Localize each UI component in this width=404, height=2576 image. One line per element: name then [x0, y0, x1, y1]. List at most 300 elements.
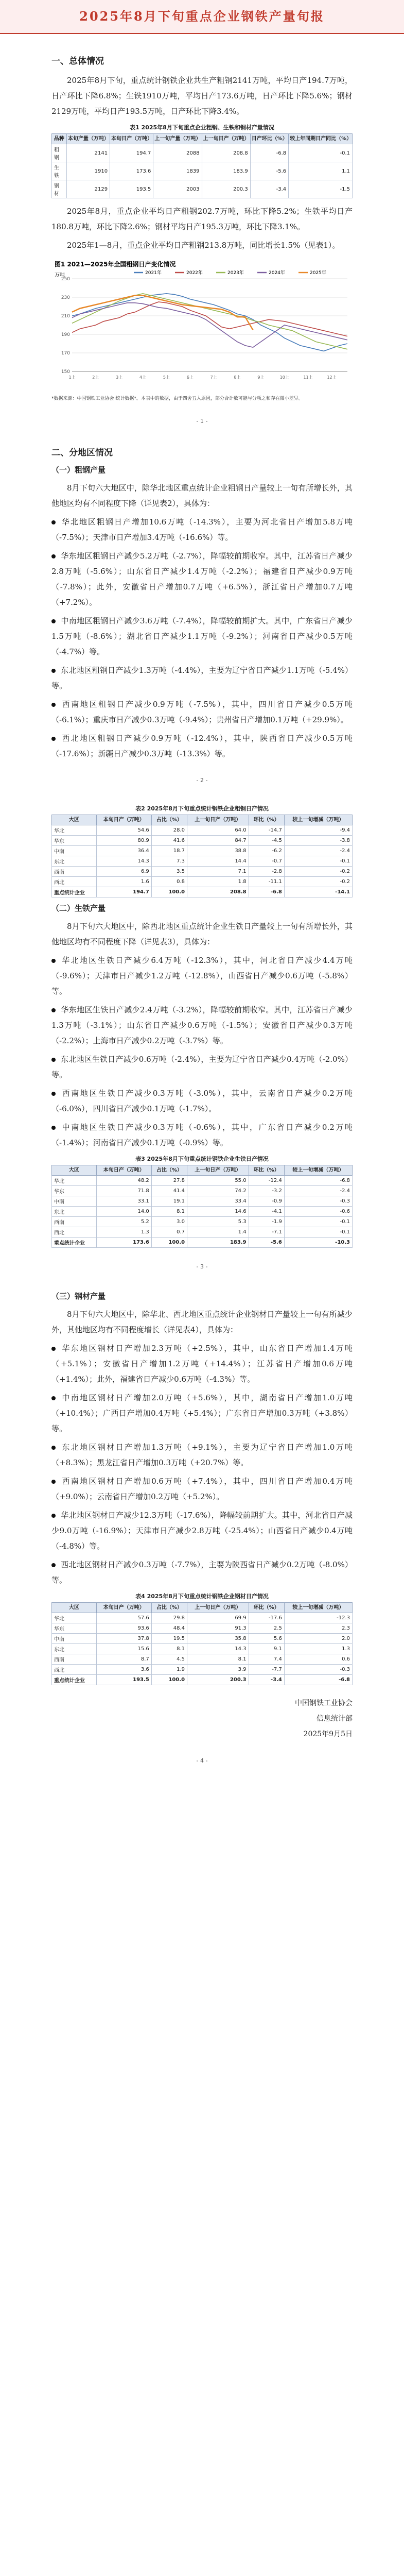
table3-row — [52, 1227, 353, 1238]
table4-cell: 100.0 — [151, 1675, 187, 1685]
table3-cell: 183.9 — [187, 1238, 249, 1248]
table4-cell: 3.9 — [187, 1665, 249, 1675]
table1-row — [52, 144, 353, 162]
table3-header: 较上一旬增减（万吨） — [284, 1165, 352, 1176]
table2-cell: 西北 — [52, 877, 97, 887]
table3-header: 上一旬日产（万吨） — [187, 1165, 249, 1176]
table1-cell: 200.3 — [202, 180, 250, 198]
table3-cell: -7.1 — [249, 1227, 284, 1238]
table3-cell: -0.1 — [284, 1217, 352, 1227]
table3-cell: 33.4 — [187, 1196, 249, 1207]
x-tick-label: 5上 — [163, 375, 170, 380]
table1-cell: 2003 — [153, 180, 202, 198]
table2-cell: 100.0 — [151, 887, 187, 897]
table3-header: 大区 — [52, 1165, 97, 1176]
table3-cell: -0.6 — [284, 1207, 352, 1217]
crude-bullet-text: 中南地区粗钢日产减少3.6万吨（-7.4%），降幅较前期扩大。其中，广东省日产减少1.5万吨（-8.6%）；湖北省日产减少1.1万吨（-9.2%）；河南省日产减少0.5万吨（-4.7%）等。 — [51, 616, 353, 656]
series-line — [72, 294, 347, 349]
table2-cell: -11.1 — [249, 877, 284, 887]
table1-header: 较上年同期日产同比（%） — [289, 134, 353, 144]
table4-row — [52, 1665, 353, 1675]
section2-heading: 二、分地区情况 — [51, 448, 113, 458]
table4-row — [52, 1654, 353, 1665]
x-tick-label: 2上 — [92, 375, 99, 380]
table4-caption: 表4 2025年8月下旬重点统计钢铁企业钢材日产情况 — [135, 1593, 269, 1600]
steel-bullet — [51, 1557, 353, 1588]
table4-cell: 东北 — [52, 1644, 97, 1654]
table3-caption: 表3 2025年8月下旬重点统计钢铁企业生铁日产情况 — [135, 1156, 269, 1162]
table3-cell: 5.2 — [96, 1217, 151, 1227]
table4-cell: 48.4 — [151, 1623, 187, 1634]
steel-bullet-text: 西南地区钢材日产增加0.6万吨（+7.4%），其中，四川省日产增加0.4万吨（+9.0%）；云南省日产增加0.2万吨（+5.2%）。 — [51, 1477, 353, 1501]
table2-cell: 3.5 — [151, 867, 187, 877]
bullet-dot-icon — [51, 1347, 56, 1351]
crude-bullet-text: 西北地区粗钢日产减少0.9万吨（-12.4%），其中，陕西省日产减少0.5万吨（-17.6%）；新疆日产减少0.3万吨（-13.3%）等。 — [51, 734, 353, 758]
table4-cell: -0.3 — [284, 1665, 352, 1675]
table2-row — [52, 877, 353, 887]
bullet-dot-icon — [51, 959, 56, 963]
steel-bullet — [51, 1507, 353, 1554]
table3-cell: 5.3 — [187, 1217, 249, 1227]
table1-cell: 183.9 — [202, 162, 250, 180]
table3-cell: 华北 — [52, 1176, 97, 1186]
table3-cell: 48.2 — [96, 1176, 151, 1186]
table2-cell: 84.7 — [187, 836, 249, 846]
table4-cell: 29.8 — [151, 1613, 187, 1623]
table1-caption: 表1 2025年8月下旬重点企业粗钢、生铁和钢材产量情况 — [130, 124, 274, 131]
signature-block — [51, 1696, 353, 1742]
legend-entry: 2023年 — [227, 270, 244, 276]
table4-row — [52, 1675, 353, 1685]
table1 — [51, 133, 353, 198]
table4-cell: 93.6 — [96, 1623, 151, 1634]
x-tick-label: 12上 — [327, 375, 337, 380]
table4-cell: 4.5 — [151, 1654, 187, 1665]
crude-bullet-text: 东北地区粗钢日产减少1.3万吨（-4.4%），主要为辽宁省日产减少1.1万吨（-5.4%）等。 — [51, 666, 353, 690]
table2-row — [52, 836, 353, 846]
table4-cell: 3.6 — [96, 1665, 151, 1675]
crude-heading: （一）粗钢产量 — [51, 465, 106, 474]
steel-bullet-text: 中南地区钢材日产增加2.0万吨（+5.6%），其中，湖南省日产增加1.0万吨（+10.4%）；广西日产增加0.4万吨（+5.4%）；广东省日产增加0.3万吨（+3.8%）等。 — [51, 1393, 353, 1433]
pig-bullet — [51, 1120, 353, 1150]
table3-cell: 西南 — [52, 1217, 97, 1227]
y-tick-label: 250 — [61, 277, 70, 282]
table3-cell: 100.0 — [151, 1238, 187, 1248]
table2 — [51, 815, 353, 897]
table4-cell: 0.6 — [284, 1654, 352, 1665]
table4-cell: 2.3 — [284, 1623, 352, 1634]
x-tick-label: 9上 — [257, 375, 265, 380]
pig-intro: 8月下旬六大地区中，除西北地区重点统计企业生铁日产量较上一旬有所增长外，其他地区均有不同程度下降（详见表3），具体为： — [51, 922, 353, 946]
signature-date: 2025年9月5日 — [303, 1730, 353, 1738]
x-tick-label: 3上 — [116, 375, 123, 380]
table4-header: 本旬日产（万吨） — [96, 1603, 151, 1613]
crude-bullet-text: 华北地区粗钢日产增加10.6万吨（-14.3%），主要为河北省日产增加5.8万吨（-7.5%）；天津市日产增加3.4万吨（-16.6%）等。 — [51, 517, 353, 542]
page-number-3: - 3 - — [196, 1263, 208, 1270]
table2-header: 环比（%） — [249, 815, 284, 825]
bullet-dot-icon — [51, 737, 56, 741]
steel-bullet-text: 华东地区钢材日产增加2.3万吨（+2.5%），其中，山东省日产增加1.4万吨（+5.1%）；安徽省日产增加1.2万吨（+14.4%）；江苏省日产增加0.6万吨（+1.4%）；此外，福建省日产减少0.6万吨（-4.3%）等。 — [51, 1344, 353, 1384]
table2-cell: 64.0 — [187, 825, 249, 836]
bullet-dot-icon — [51, 669, 56, 673]
table4-cell: 华北 — [52, 1613, 97, 1623]
table2-cell: 54.6 — [96, 825, 151, 836]
table3-cell: 14.6 — [187, 1207, 249, 1217]
report-body — [51, 46, 353, 1785]
table1-cell: 193.5 — [110, 180, 153, 198]
report-title: 2025年8月下旬重点企业钢铁产量旬报 — [79, 9, 325, 24]
table1-header: 品种 — [52, 134, 67, 144]
crude-bullet — [51, 548, 353, 610]
table2-cell: 28.0 — [151, 825, 187, 836]
table1-cell: -3.4 — [250, 180, 288, 198]
table2-cell: 华北 — [52, 825, 97, 836]
page-number-4: - 4 - — [196, 1757, 208, 1764]
steel-bullet-text: 西北地区钢材日产减少0.3万吨（-7.7%），主要为陕西省日产减少0.2万吨（-8.0%）等。 — [51, 1560, 353, 1585]
table4-cell: -7.7 — [249, 1665, 284, 1675]
table4-cell: 19.5 — [151, 1634, 187, 1644]
steel-bullet-text: 华北地区钢材日产减少12.3万吨（-17.6%），降幅较前期扩大。其中，河北省日产减少9.0万吨（-16.9%）；天津市日产减少2.8万吨（-25.4%）；山西省日产减少0.4万吨（-4.8%）等。 — [51, 1511, 353, 1551]
page-number-1: - 1 - — [196, 418, 208, 425]
y-tick-label: 230 — [61, 295, 70, 300]
table4-cell: 8.7 — [96, 1654, 151, 1665]
bullet-dot-icon — [51, 619, 56, 623]
table3-header: 占比（%） — [151, 1165, 187, 1176]
table2-cell: 1.8 — [187, 877, 249, 887]
table1-cell: 1.1 — [289, 162, 353, 180]
table3-cell: 74.2 — [187, 1186, 249, 1196]
crude-bullet — [51, 663, 353, 693]
table3-cell: -6.8 — [284, 1176, 352, 1186]
section1-heading: 一、总体情况 — [51, 56, 104, 66]
table4-cell: 69.9 — [187, 1613, 249, 1623]
steel-intro: 8月下旬六大地区中，除华北、西北地区重点统计企业钢材日产量较上一旬有所减少外，其他地区均有不同程度增长（详见表4），具体为： — [51, 1310, 353, 1334]
table4-cell: 7.4 — [249, 1654, 284, 1665]
table4-cell: 91.3 — [187, 1623, 249, 1634]
pig-bullet-text: 华东地区生铁日产减少2.4万吨（-3.2%），降幅较前期收窄。其中，江苏省日产减少1.3万吨（-3.1%）；山东省日产减少0.6万吨（-1.5%）；安徽省日产减少0.3万吨（-2.2%）；上海市日产减少0.2万吨（-3.7%）等。 — [51, 1005, 353, 1045]
crude-bullet — [51, 731, 353, 761]
table3-cell: 3.0 — [151, 1217, 187, 1227]
table4 — [51, 1602, 353, 1685]
table3-cell: -2.4 — [284, 1186, 352, 1196]
table4-cell: 193.5 — [96, 1675, 151, 1685]
table1-cell: 1910 — [66, 162, 110, 180]
table4-cell: 35.8 — [187, 1634, 249, 1644]
crude-bullet — [51, 697, 353, 727]
table3-cell: 55.0 — [187, 1176, 249, 1186]
bullet-dot-icon — [51, 1563, 56, 1567]
s1-para2: 2025年8月，重点企业平均日产粗钢202.7万吨，环比下降5.2%；生铁平均日产180.8万吨，环比下降2.6%；钢材平均日产195.3万吨，环比下降3.1%。 — [51, 207, 353, 231]
table2-cell: -6.2 — [249, 846, 284, 856]
table1-cell: 1839 — [153, 162, 202, 180]
table4-cell: 重点统计企业 — [52, 1675, 97, 1685]
table4-row — [52, 1634, 353, 1644]
table3-row — [52, 1238, 353, 1248]
table2-header: 本旬日产（万吨） — [96, 815, 151, 825]
table2-cell: -14.7 — [249, 825, 284, 836]
s1-para3: 2025年1—8月，重点企业平均日产粗钢213.8万吨，同比增长1.5%（见表1）。 — [67, 241, 340, 250]
bullet-dot-icon — [51, 1446, 56, 1450]
bullet-dot-icon — [51, 1008, 56, 1012]
table2-cell: 重点统计企业 — [52, 887, 97, 897]
crude-bullet — [51, 613, 353, 659]
signature-org: 中国钢铁工业协会 — [295, 1699, 353, 1707]
table2-cell: 194.7 — [96, 887, 151, 897]
x-tick-label: 7上 — [210, 375, 217, 380]
y-tick-label: 170 — [61, 351, 70, 356]
steel-bullets — [51, 1341, 353, 1588]
table4-cell: 华东 — [52, 1623, 97, 1634]
table3-cell: 华东 — [52, 1186, 97, 1196]
table3-cell: 8.1 — [151, 1207, 187, 1217]
table3-cell: 西北 — [52, 1227, 97, 1238]
table4-cell: 8.1 — [187, 1654, 249, 1665]
table2-cell: -9.4 — [284, 825, 352, 836]
bullet-dot-icon — [51, 1092, 56, 1096]
table1-header: 本旬日产（万吨） — [110, 134, 153, 144]
steel-heading: （三）钢材产量 — [51, 1292, 106, 1301]
table3-row — [52, 1196, 353, 1207]
table3-header: 本旬日产（万吨） — [96, 1165, 151, 1176]
table2-row — [52, 887, 353, 897]
pig-bullets — [51, 953, 353, 1150]
x-tick-label: 11上 — [303, 375, 313, 380]
table2-cell: -3.8 — [284, 836, 352, 846]
table3-cell: 41.4 — [151, 1186, 187, 1196]
table3-cell: -0.9 — [249, 1196, 284, 1207]
legend-entry: 2022年 — [186, 270, 203, 276]
table1-cell: -0.1 — [289, 144, 353, 162]
crude-bullet — [51, 514, 353, 545]
table4-header: 环比（%） — [249, 1603, 284, 1613]
pig-bullet — [51, 1002, 353, 1048]
bullet-dot-icon — [51, 703, 56, 707]
table4-cell: 5.6 — [249, 1634, 284, 1644]
table4-cell: 中南 — [52, 1634, 97, 1644]
y-tick-label: 190 — [61, 332, 70, 337]
table2-cell: 36.4 — [96, 846, 151, 856]
pig-bullet-text: 东北地区生铁日产减少0.6万吨（-2.4%），主要为辽宁省日产减少0.4万吨（-2.0%）等。 — [51, 1055, 353, 1079]
table3-row — [52, 1186, 353, 1196]
steel-bullet — [51, 1473, 353, 1504]
table2-header: 上一旬日产（万吨） — [187, 815, 249, 825]
table3-cell: 14.0 — [96, 1207, 151, 1217]
steel-bullet — [51, 1341, 353, 1387]
crude-bullets — [51, 514, 353, 761]
table4-header: 较上一旬增减（万吨） — [284, 1603, 352, 1613]
crude-bullet-text: 华东地区粗钢日产减少5.2万吨（-2.7%），降幅较前期收窄。其中，江苏省日产减少2.8万吨（-5.6%）；山东省日产减少1.4万吨（-2.2%）；福建省日产减少0.9万吨（-7.8%）；此外，安徽省日产增加0.7万吨（+6.5%），浙江省日产增加0.7万吨（+7.2%）。 — [51, 551, 353, 607]
table3-cell: -12.4 — [249, 1176, 284, 1186]
table3-cell: -3.2 — [249, 1186, 284, 1196]
table3-cell: 东北 — [52, 1207, 97, 1217]
table3-cell: 重点统计企业 — [52, 1238, 97, 1248]
pig-bullet-text: 中南地区生铁日产减少0.3万吨（-0.6%），其中，广东省日产减少0.2万吨（-1.4%）；河南省日产减少0.1万吨（-0.9%）等。 — [51, 1123, 353, 1147]
table2-cell: 14.3 — [96, 856, 151, 867]
table2-header: 大区 — [52, 815, 97, 825]
table2-cell: 80.9 — [96, 836, 151, 846]
page-number-2: - 2 - — [196, 777, 208, 784]
table3-row — [52, 1217, 353, 1227]
table1-cell: -5.6 — [250, 162, 288, 180]
table1-cell: 208.8 — [202, 144, 250, 162]
table4-cell: 西南 — [52, 1654, 97, 1665]
table3-cell: 19.1 — [151, 1196, 187, 1207]
table4-row — [52, 1644, 353, 1654]
table3-cell: 中南 — [52, 1196, 97, 1207]
legend-entry: 2024年 — [269, 270, 285, 276]
x-tick-label: 4上 — [139, 375, 147, 380]
s1-para1: 2025年8月下旬，重点统计钢铁企业共生产粗钢2141万吨，平均日产194.7万吨，日产环比下降6.8%；生铁1910万吨，平均日产173.6万吨，日产环比下降5.6%；钢材2129万吨，平均日产193.5万吨，日产环比下降3.4%。 — [51, 76, 353, 116]
table2-cell: 6.9 — [96, 867, 151, 877]
table2-cell: 华东 — [52, 836, 97, 846]
bullet-dot-icon — [51, 554, 56, 558]
crude-bullet-text: 西南地区粗钢日产减少0.9万吨（-7.5%），其中，四川省日产减少0.5万吨（-6.1%）；重庆市日产减少0.3万吨（-9.4%）；贵州省日产增加0.1万吨（+29.9%）。 — [51, 700, 353, 724]
pig-bullet-text: 华北地区生铁日产减少6.4万吨（-12.3%），其中，河北省日产减少4.4万吨（-9.6%）；天津市日产减少1.2万吨（-12.8%），山西省日产减少0.6万吨（-5.8%）等。 — [51, 956, 353, 996]
table4-header: 占比（%） — [151, 1603, 187, 1613]
table3-cell: 1.4 — [187, 1227, 249, 1238]
y-tick-label: 210 — [61, 314, 70, 319]
table4-row — [52, 1613, 353, 1623]
table1-cell: 生铁 — [52, 162, 67, 180]
table4-cell: 8.1 — [151, 1644, 187, 1654]
table2-cell: 西南 — [52, 867, 97, 877]
table4-header: 上一旬日产（万吨） — [187, 1603, 249, 1613]
table2-cell: 1.6 — [96, 877, 151, 887]
table2-cell: 7.3 — [151, 856, 187, 867]
table2-cell: 38.8 — [187, 846, 249, 856]
x-tick-label: 6上 — [186, 375, 194, 380]
chart-svg — [51, 258, 353, 387]
table1-header: 本旬产量（万吨） — [66, 134, 110, 144]
table3-cell: 27.8 — [151, 1176, 187, 1186]
table1-header: 上一旬日产（万吨） — [202, 134, 250, 144]
table2-cell: 18.7 — [151, 846, 187, 856]
table1-row — [52, 162, 353, 180]
table3-cell: 33.1 — [96, 1196, 151, 1207]
bullet-dot-icon — [51, 1126, 56, 1130]
table3-cell: -10.3 — [284, 1238, 352, 1248]
table4-cell: 200.3 — [187, 1675, 249, 1685]
table2-cell: -0.7 — [249, 856, 284, 867]
table4-cell: 15.6 — [96, 1644, 151, 1654]
bullet-dot-icon — [51, 1396, 56, 1400]
bullet-dot-icon — [51, 520, 56, 524]
table2-cell: -2.4 — [284, 846, 352, 856]
table2-cell: -6.8 — [249, 887, 284, 897]
table4-cell: -3.4 — [249, 1675, 284, 1685]
table2-header: 较上一旬增减（万吨） — [284, 815, 352, 825]
table1-header: 上一旬产量（万吨） — [153, 134, 202, 144]
table2-cell: 7.1 — [187, 867, 249, 877]
table4-cell: -17.6 — [249, 1613, 284, 1623]
source-note: *数据来源：中国钢铁工业协会 统计数据*。本表中的数据，由于四舍五入原因，部分合计数可能与分项之和存在微小差异。 — [51, 396, 303, 401]
x-tick-label: 8上 — [234, 375, 241, 380]
table3-cell: 173.6 — [96, 1238, 151, 1248]
table1-cell: 173.6 — [110, 162, 153, 180]
table1-cell: -1.5 — [289, 180, 353, 198]
table4-header: 大区 — [52, 1603, 97, 1613]
table4-cell: 西北 — [52, 1665, 97, 1675]
table3-cell: 0.7 — [151, 1227, 187, 1238]
table3-row — [52, 1176, 353, 1186]
table1-cell: -6.8 — [250, 144, 288, 162]
table2-row — [52, 867, 353, 877]
table3-cell: 1.3 — [96, 1227, 151, 1238]
pig-heading: （二）生铁产量 — [51, 904, 106, 913]
y-axis-label: 万吨 — [55, 273, 65, 278]
table2-caption: 表2 2025年8月下旬重点统计钢铁企业粗钢日产情况 — [135, 805, 269, 812]
pig-bullet — [51, 1052, 353, 1082]
pig-bullet-text: 西南地区生铁日产减少0.3万吨（-3.0%），其中，云南省日产减少0.2万吨（-6.0%），四川省日产减少0.1万吨（-1.7%）。 — [51, 1089, 353, 1113]
table1-cell: 2141 — [66, 144, 110, 162]
table3-header: 环比（%） — [249, 1165, 284, 1176]
x-tick-label: 10上 — [279, 375, 289, 380]
table2-cell: -14.1 — [284, 887, 352, 897]
table3-cell: -1.9 — [249, 1217, 284, 1227]
table1-header: 日产环比（%） — [250, 134, 288, 144]
table2-cell: -0.2 — [284, 877, 352, 887]
signature-dept: 信息统计部 — [317, 1715, 353, 1723]
y-tick-label: 150 — [61, 369, 70, 375]
table2-cell: 东北 — [52, 856, 97, 867]
table2-cell: 41.6 — [151, 836, 187, 846]
table1-cell: 粗钢 — [52, 144, 67, 162]
bullet-dot-icon — [51, 1480, 56, 1484]
series-line — [72, 302, 347, 336]
legend-entry: 2025年 — [310, 270, 326, 276]
table2-row — [52, 825, 353, 836]
chart-crude-daily — [51, 258, 353, 389]
bullet-dot-icon — [51, 1058, 56, 1062]
table3-cell: -0.1 — [284, 1227, 352, 1238]
x-tick-label: 1上 — [68, 375, 76, 380]
steel-bullet — [51, 1439, 353, 1470]
table2-header: 占比（%） — [151, 815, 187, 825]
table2-cell: 14.4 — [187, 856, 249, 867]
table3-cell: -4.1 — [249, 1207, 284, 1217]
table4-cell: 37.8 — [96, 1634, 151, 1644]
table2-cell: -2.8 — [249, 867, 284, 877]
table4-cell: -12.3 — [284, 1613, 352, 1623]
table3-row — [52, 1207, 353, 1217]
table2-row — [52, 856, 353, 867]
chart-title: 图1 2021—2025年全国粗钢日产变化情况 — [55, 261, 176, 268]
table2-cell: 中南 — [52, 846, 97, 856]
crude-intro: 8月下旬六大地区中，除华北地区重点统计企业粗钢日产量较上一旬有所增长外，其他地区均有不同程度下降（详见表2），具体为： — [51, 483, 353, 508]
table4-cell: 9.1 — [249, 1644, 284, 1654]
table4-cell: 2.0 — [284, 1634, 352, 1644]
table4-cell: 1.9 — [151, 1665, 187, 1675]
table2-row — [52, 846, 353, 856]
table4-cell: -6.8 — [284, 1675, 352, 1685]
table2-cell: -4.5 — [249, 836, 284, 846]
table1-row — [52, 180, 353, 198]
table4-row — [52, 1623, 353, 1634]
table3-cell: -5.6 — [249, 1238, 284, 1248]
pig-bullet — [51, 1086, 353, 1116]
table4-cell: 57.6 — [96, 1613, 151, 1623]
pig-bullet — [51, 953, 353, 999]
table3-cell: -0.3 — [284, 1196, 352, 1207]
table1-cell: 2129 — [66, 180, 110, 198]
table3-cell: 71.8 — [96, 1186, 151, 1196]
table4-cell: 1.3 — [284, 1644, 352, 1654]
table3 — [51, 1165, 353, 1248]
legend-entry: 2021年 — [145, 270, 162, 276]
table4-cell: 2.5 — [249, 1623, 284, 1634]
table1-cell: 194.7 — [110, 144, 153, 162]
steel-bullet-text: 东北地区钢材日产增加1.3万吨（+9.1%），主要为辽宁省日产增加1.0万吨（+8.3%）；黑龙江省日产增加0.3万吨（+20.7%）等。 — [51, 1443, 353, 1467]
